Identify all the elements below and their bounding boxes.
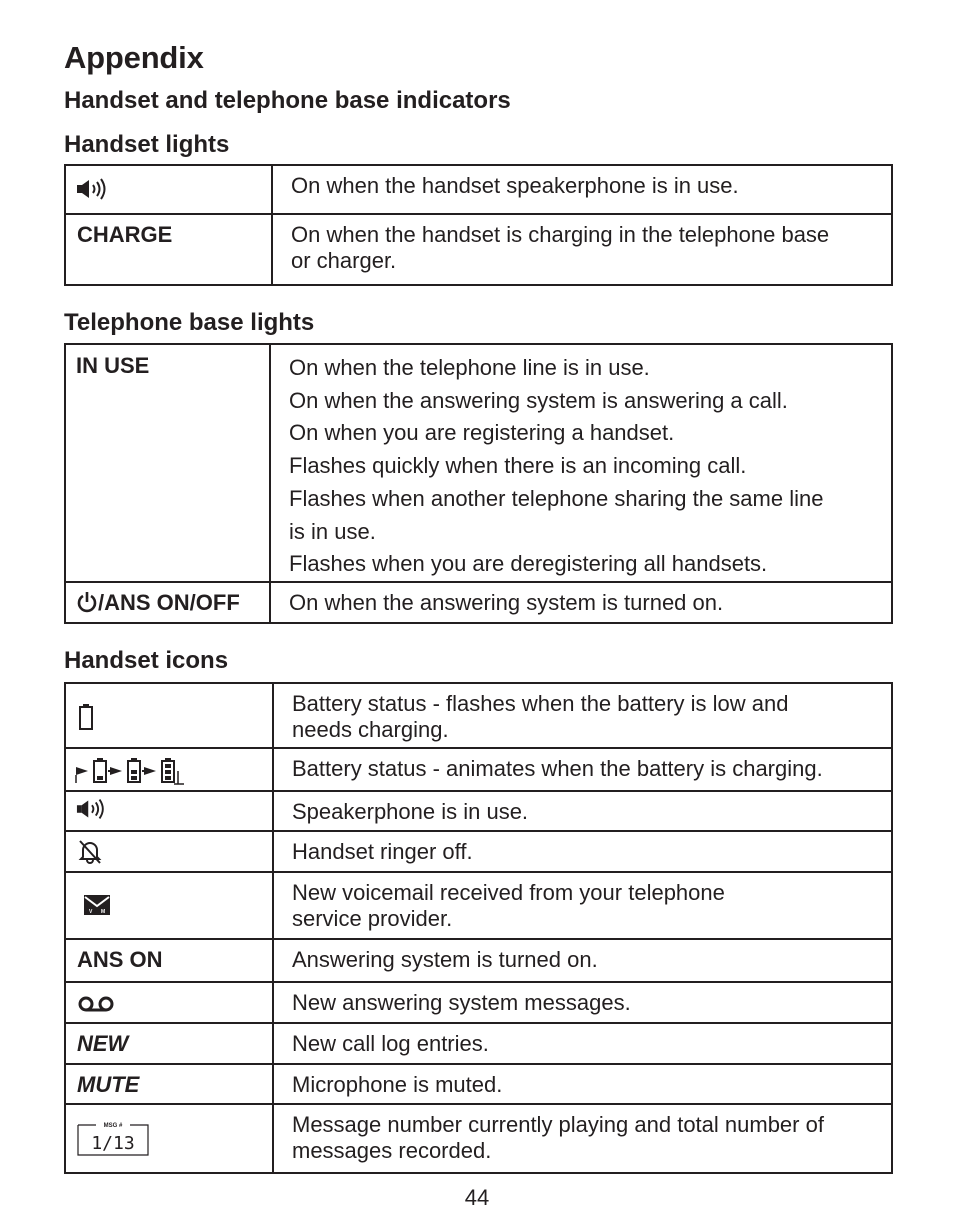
- desc-cell: [273, 683, 892, 748]
- key-cell: [65, 982, 273, 1023]
- desc-cell: [273, 1023, 892, 1064]
- handset-icons-heading: Handset icons: [64, 647, 229, 674]
- desc-cell: [273, 939, 892, 982]
- table-row: [65, 1023, 892, 1064]
- description-line: Flashes when another telephone sharing the same line: [289, 485, 824, 511]
- desc-cell: [273, 748, 892, 791]
- msg-counter-value: 1/13: [91, 1133, 135, 1154]
- table-row: [65, 165, 892, 214]
- indicator-label: CHARGE: [77, 222, 173, 247]
- description-line: On when the answering system is answering a call.: [289, 387, 788, 413]
- base-lights-table: [64, 343, 893, 624]
- table-row: [65, 582, 892, 623]
- page-number: 44: [464, 1185, 490, 1210]
- description-line: New voicemail received from your telephone: [292, 880, 725, 905]
- table-row: [65, 1064, 892, 1104]
- section-heading: Handset and telephone base indicators: [64, 87, 511, 114]
- key-cell: [65, 791, 273, 831]
- indicator-label: IN USE: [76, 353, 150, 378]
- key-cell: [65, 872, 273, 939]
- table-row: [65, 748, 892, 791]
- battery-charging-animation-icon: [74, 756, 190, 786]
- key-cell: [65, 939, 273, 982]
- indicator-label: MUTE: [77, 1072, 140, 1097]
- key-cell: [65, 683, 273, 748]
- description-line: messages recorded.: [292, 1138, 492, 1163]
- key-cell: [65, 831, 273, 872]
- battery-empty-icon: [78, 703, 94, 731]
- table-row: [65, 791, 892, 831]
- envelope-letter-v: V: [89, 909, 93, 915]
- table-row: [65, 1104, 892, 1173]
- table-row: [65, 344, 892, 582]
- description-line: Battery status - flashes when the battery is low and: [292, 691, 789, 716]
- key-cell: [65, 1023, 273, 1064]
- desc-cell: [273, 982, 892, 1023]
- description: New call log entries.: [292, 1031, 489, 1056]
- desc-cell: [273, 1064, 892, 1104]
- desc-cell: [273, 791, 892, 831]
- handset-lights-table: [64, 164, 893, 286]
- page-title: Appendix: [64, 40, 204, 75]
- indicator-label: NEW: [77, 1031, 129, 1056]
- description-line: service provider.: [292, 906, 453, 931]
- voicemail-envelope-icon: [83, 894, 111, 916]
- table-row: [65, 831, 892, 872]
- answering-machine-icon: [78, 996, 114, 1012]
- description: Battery status - animates when the battery is charging.: [292, 756, 823, 781]
- handset-lights-heading: Handset lights: [64, 131, 230, 158]
- description-line: On when the handset is charging in the telephone base: [291, 222, 830, 247]
- desc-cell: [270, 344, 892, 582]
- desc-cell: [273, 872, 892, 939]
- description-line: or charger.: [291, 248, 397, 273]
- key-cell: [65, 165, 272, 214]
- speakerphone-icon: [76, 178, 110, 200]
- speakerphone-icon: [76, 798, 108, 820]
- description-line: is in use.: [289, 518, 376, 544]
- key-cell: [65, 748, 273, 791]
- key-cell: [65, 1104, 273, 1173]
- desc-cell: [272, 165, 892, 214]
- description-line: Flashes when you are deregistering all handsets.: [289, 551, 768, 577]
- description-line: On when you are registering a handset.: [289, 420, 675, 446]
- description-line: needs charging.: [292, 717, 449, 742]
- message-counter-icon: [76, 1119, 150, 1157]
- table-row: [65, 939, 892, 982]
- description: Answering system is turned on.: [292, 947, 598, 972]
- table-row: [65, 982, 892, 1023]
- envelope-letter-m: M: [101, 909, 106, 915]
- desc-cell: [272, 214, 892, 285]
- table-row: [65, 683, 892, 748]
- desc-cell: [273, 1104, 892, 1173]
- ringer-off-icon: [77, 839, 103, 865]
- key-cell: [65, 214, 272, 285]
- key-cell: [65, 344, 270, 582]
- description: Handset ringer off.: [292, 839, 473, 864]
- base-lights-heading: Telephone base lights: [64, 309, 315, 336]
- description: Speakerphone is in use.: [292, 799, 529, 824]
- indicator-label: ANS ON: [77, 947, 163, 972]
- table-row: [65, 214, 892, 285]
- handset-icons-table: [64, 682, 893, 1174]
- desc-cell: [273, 831, 892, 872]
- table-row: [65, 872, 892, 939]
- indicator-label: /ANS ON/OFF: [98, 589, 240, 615]
- desc-cell: [270, 582, 892, 623]
- description-line: Message number currently playing and total number of: [292, 1112, 824, 1137]
- description: Microphone is muted.: [292, 1072, 503, 1097]
- key-cell: [65, 582, 270, 623]
- power-icon: [76, 591, 98, 613]
- key-cell: [65, 1064, 273, 1104]
- description-line: On when the telephone line is in use.: [289, 355, 650, 380]
- description: On when the answering system is turned on.: [289, 589, 724, 615]
- msg-label: MSG #: [103, 1123, 123, 1129]
- description-line: Flashes quickly when there is an incoming call.: [289, 453, 747, 479]
- description: On when the handset speakerphone is in use.: [291, 173, 739, 198]
- description: New answering system messages.: [292, 990, 631, 1015]
